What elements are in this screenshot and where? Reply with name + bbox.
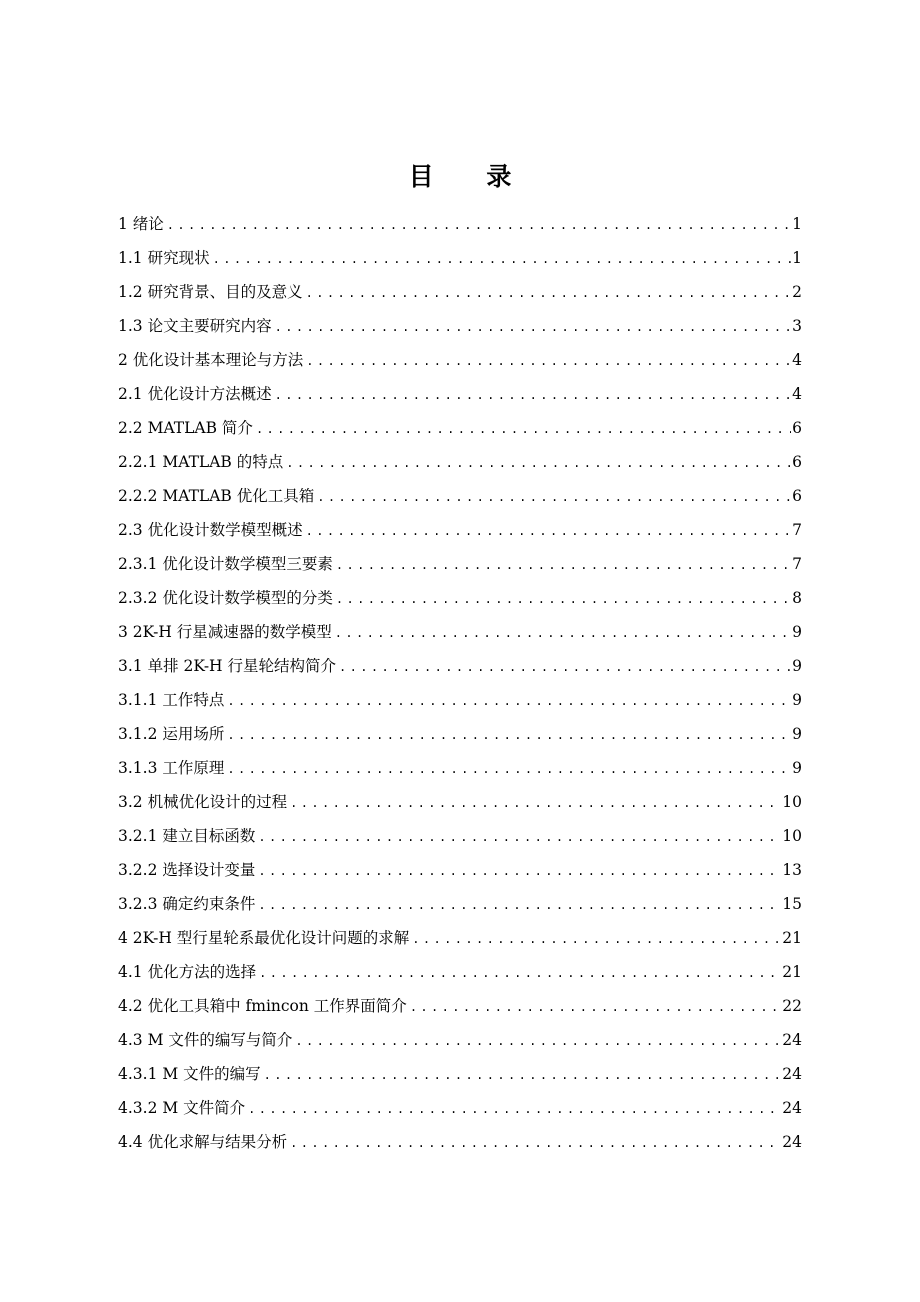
dot-leader [259, 956, 781, 990]
toc-entry-page-number: 9 [792, 725, 802, 743]
toc-entry-label: 2.1 优化设计方法概述 [118, 385, 272, 403]
dot-leader [275, 378, 792, 412]
toc-entry-label: 4.2 优化工具箱中 fmincon 工作界面简介 [118, 997, 407, 1015]
toc-entry-label: 1.2 研究背景、目的及意义 [118, 283, 303, 301]
toc-entry[interactable] [118, 513, 802, 547]
toc-entry-page-number: 10 [782, 827, 802, 845]
toc-entry-page-number: 9 [792, 623, 802, 641]
toc-entry[interactable] [118, 649, 802, 683]
toc-entry-page-number: 24 [782, 1099, 802, 1117]
dot-leader [275, 310, 792, 344]
toc-entry[interactable] [118, 479, 802, 513]
toc-entry-page-number: 24 [782, 1065, 802, 1083]
toc-entry-page-number: 7 [792, 555, 802, 573]
toc-entry-label: 1 绪论 [118, 215, 164, 233]
dot-leader [412, 922, 781, 956]
toc-entry[interactable] [118, 411, 802, 445]
dot-leader [410, 990, 781, 1024]
dot-leader [258, 854, 781, 888]
toc-entry-label: 3.2.1 建立目标函数 [118, 827, 256, 845]
toc-entry-page-number: 3 [792, 317, 802, 335]
toc-entry[interactable] [118, 683, 802, 717]
toc-entry-label: 3.1.1 工作特点 [118, 691, 225, 709]
toc-title: 目 录 [408, 162, 534, 191]
dot-leader [306, 276, 792, 310]
toc-entry-page-number: 4 [792, 351, 802, 369]
toc-entry-page-number: 24 [782, 1031, 802, 1049]
toc-entry-label: 4.3.2 M 文件简介 [118, 1099, 246, 1117]
toc-entry-label: 4.3 M 文件的编写与简介 [118, 1031, 293, 1049]
dot-leader [227, 752, 791, 786]
toc-entry[interactable] [118, 1091, 802, 1125]
dot-leader [339, 650, 791, 684]
dot-leader [335, 616, 791, 650]
toc-entry-page-number: 6 [792, 487, 802, 505]
toc-entry[interactable] [118, 343, 802, 377]
toc-entry-label: 4.1 优化方法的选择 [118, 963, 257, 981]
dot-leader [295, 1024, 781, 1058]
toc-entry-label: 4 2K-H 型行星轮系最优化设计问题的求解 [118, 929, 410, 947]
toc-entry-label: 2.3.2 优化设计数学模型的分类 [118, 589, 333, 607]
toc-entry-page-number: 2 [792, 283, 802, 301]
toc-entry[interactable] [118, 1057, 802, 1091]
toc-entry[interactable] [118, 717, 802, 751]
toc-entry-page-number: 15 [782, 895, 802, 913]
toc-entry[interactable] [118, 751, 802, 785]
toc-entry-page-number: 9 [792, 657, 802, 675]
dot-leader [336, 548, 791, 582]
toc-entry[interactable] [118, 275, 802, 309]
toc-entry[interactable] [118, 547, 802, 581]
dot-leader [306, 344, 791, 378]
toc-entry[interactable] [118, 819, 802, 853]
toc-entry-label: 2.3.1 优化设计数学模型三要素 [118, 555, 333, 573]
toc-entry-label: 3.2.3 确定约束条件 [118, 895, 256, 913]
toc-entry[interactable] [118, 887, 802, 921]
toc-entry-page-number: 24 [782, 1133, 802, 1151]
toc-entry-label: 2.2 MATLAB 简介 [118, 419, 253, 437]
toc-entry-page-number: 21 [782, 963, 802, 981]
toc-entry[interactable] [118, 921, 802, 955]
toc-entry-label: 4.4 优化求解与结果分析 [118, 1133, 288, 1151]
toc-entry-label: 2.2.2 MATLAB 优化工具箱 [118, 487, 315, 505]
toc-entry[interactable] [118, 955, 802, 989]
dot-leader [256, 412, 791, 446]
dot-leader [264, 1058, 782, 1092]
toc-entry-page-number: 10 [782, 793, 802, 811]
toc-entry[interactable] [118, 785, 802, 819]
dot-leader [306, 514, 792, 548]
toc-entry-page-number: 6 [792, 453, 802, 471]
dot-leader [317, 480, 791, 514]
dot-leader [290, 1126, 781, 1160]
toc-entry-label: 3 2K-H 行星减速器的数学模型 [118, 623, 332, 641]
toc-entry-page-number: 21 [782, 929, 802, 947]
toc-entry[interactable] [118, 1125, 802, 1159]
toc-entry-label: 1.1 研究现状 [118, 249, 210, 267]
dot-leader [290, 786, 781, 820]
toc-entry[interactable] [118, 241, 802, 275]
dot-leader [213, 242, 792, 276]
toc-entry-page-number: 1 [792, 215, 802, 233]
toc-entry-page-number: 9 [792, 691, 802, 709]
toc-entry[interactable] [118, 581, 802, 615]
dot-leader [336, 582, 791, 616]
toc-entry[interactable] [118, 445, 802, 479]
toc-entry[interactable] [118, 853, 802, 887]
toc-entry[interactable] [118, 1023, 802, 1057]
toc-entry-page-number: 8 [792, 589, 802, 607]
toc-entry-page-number: 1 [792, 249, 802, 267]
dot-leader [167, 208, 791, 242]
toc-entry-page-number: 4 [792, 385, 802, 403]
toc-entry-label: 3.2.2 选择设计变量 [118, 861, 256, 879]
toc-entry-label: 2.2.1 MATLAB 的特点 [118, 453, 284, 471]
toc-entry-label: 2.3 优化设计数学模型概述 [118, 521, 303, 539]
toc-entry-page-number: 13 [782, 861, 802, 879]
dot-leader [286, 446, 791, 480]
toc-entry-label: 3.2 机械优化设计的过程 [118, 793, 288, 811]
toc-entry-page-number: 9 [792, 759, 802, 777]
dot-leader [248, 1092, 781, 1126]
toc-entry-page-number: 7 [792, 521, 802, 539]
toc-entry-label: 3.1.3 工作原理 [118, 759, 225, 777]
toc-entry-page-number: 6 [792, 419, 802, 437]
dot-leader [258, 820, 781, 854]
toc-entry-label: 1.3 论文主要研究内容 [118, 317, 272, 335]
toc-entry-label: 2 优化设计基本理论与方法 [118, 351, 304, 369]
toc-entry-label: 4.3.1 M 文件的编写 [118, 1065, 261, 1083]
toc-entry-label: 3.1 单排 2K-H 行星轮结构简介 [118, 657, 336, 675]
toc-list [118, 207, 802, 1159]
dot-leader [258, 888, 781, 922]
dot-leader [227, 684, 791, 718]
toc-entry[interactable] [118, 309, 802, 343]
toc-entry[interactable] [118, 615, 802, 649]
toc-entry-label: 3.1.2 运用场所 [118, 725, 225, 743]
toc-entry-page-number: 22 [782, 997, 802, 1015]
toc-entry[interactable] [118, 207, 802, 241]
toc-entry[interactable] [118, 989, 802, 1023]
dot-leader [227, 718, 791, 752]
toc-entry[interactable] [118, 377, 802, 411]
